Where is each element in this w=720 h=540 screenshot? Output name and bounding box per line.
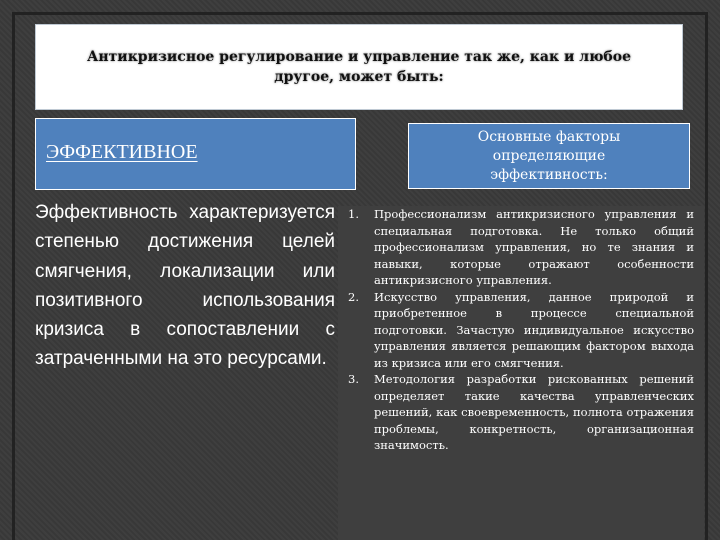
frame-left-border — [12, 12, 15, 540]
effectiveness-definition: Эффективность характеризуется степенью достижения целей смягчения, локализации или позитивного использования кризиса в сопоставлении с затраченными на это ресурсами. — [35, 202, 335, 370]
factors-header-label: Основные факторы определяющие эффективность: — [477, 128, 621, 183]
frame-top-border — [12, 12, 708, 15]
factors-header — [408, 123, 690, 189]
list-item-text: Профессионализм антикризисного управления и специальная подготовка. Не только общий профессионализм управления, но те знания и навыки, которые отражают особенности антикризисного управления. — [374, 207, 694, 287]
list-item — [338, 371, 704, 454]
list-item — [338, 289, 704, 372]
list-item-number: 3. — [348, 372, 359, 386]
effective-header — [35, 118, 356, 190]
list-item-text: Методология разработки рискованных решений определяет такие качества управленческих решений, как своевременность, полнота отражения проблемы, конкретность, организационная значимость. — [374, 372, 694, 452]
list-item-number: 2. — [348, 289, 359, 304]
factors-list — [338, 206, 704, 540]
effective-header-label: ЭФФЕКТИВНОЕ — [46, 141, 198, 163]
list-item-number: 1. — [348, 207, 359, 221]
list-item-text: Искусство управления, данное природой и приобретенное в процессе специальной подготовки. Зачастую индивидуальное искусство управления является решающим фактором выхода из кризиса или его смягчения. — [374, 289, 694, 370]
frame-right-border — [705, 12, 708, 540]
title-box — [35, 24, 683, 110]
slide-title: Антикризисное регулирование и управление так же, как и любое другое, может быть: — [86, 49, 632, 85]
list-item — [338, 206, 704, 289]
